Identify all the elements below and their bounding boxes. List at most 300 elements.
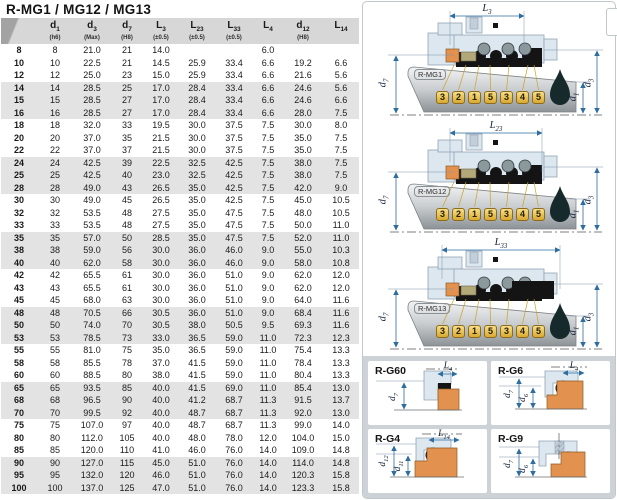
- value-cell: 58: [49, 357, 60, 368]
- value-cell: 59.0: [225, 357, 243, 368]
- value-cell: 26.5: [152, 195, 170, 205]
- value-cell: 11.6: [332, 320, 350, 330]
- value-cell: 56: [121, 245, 132, 255]
- value-cell: 50.5: [225, 320, 243, 330]
- value-cell: 41.5: [188, 370, 206, 380]
- value-cell: 51.0: [225, 282, 243, 293]
- dim-label-d7: $d_7$: [377, 78, 391, 88]
- value-cell: 132.0: [80, 470, 104, 480]
- value-cell: 14.5: [152, 57, 170, 68]
- value-cell: 39: [121, 157, 132, 168]
- callout-2: 2: [452, 91, 465, 104]
- callout-3: 3: [436, 208, 449, 221]
- value-cell: 81.0: [83, 345, 101, 355]
- table-row: [1, 294, 359, 307]
- value-cell: 7.5: [334, 132, 348, 143]
- value-cell: 14.0: [259, 482, 277, 493]
- value-cell: 41.5: [188, 357, 206, 368]
- table-row: [1, 57, 359, 70]
- column-header: $d_3$ (Max): [73, 18, 111, 44]
- value-cell: 48: [121, 207, 132, 218]
- value-cell: 25.0: [83, 70, 101, 80]
- value-cell: 11.0: [259, 357, 277, 368]
- dim-label-d11: $d_{11}$: [393, 460, 405, 472]
- value-cell: 114.0: [292, 457, 314, 468]
- value-cell: 137.0: [80, 482, 104, 493]
- value-cell: 32.5: [188, 170, 206, 180]
- column-header: $L_{23}$ (±0.5): [179, 18, 215, 44]
- value-cell: 100: [47, 482, 63, 493]
- value-cell: 13.7: [332, 395, 350, 405]
- size-cell: 45: [13, 295, 24, 305]
- value-cell: 7.5: [261, 145, 275, 155]
- table-row: [1, 269, 359, 282]
- value-cell: 7.5: [261, 157, 275, 168]
- value-cell: 33: [49, 220, 60, 230]
- value-cell: 85.4: [294, 382, 312, 393]
- value-cell: 11.3: [259, 420, 277, 430]
- value-cell: 9.0: [261, 257, 275, 268]
- callout-row: [436, 325, 545, 338]
- value-cell: 36.0: [188, 270, 206, 280]
- value-cell: 95: [49, 470, 60, 480]
- value-cell: 35: [49, 232, 60, 243]
- value-cell: 7.5: [261, 132, 275, 143]
- value-cell: 127.0: [80, 457, 104, 468]
- value-cell: 37.0: [152, 357, 170, 368]
- size-cell: 58: [13, 357, 24, 368]
- value-cell: 12.3: [332, 332, 350, 343]
- table-row: [1, 157, 359, 170]
- size-cell: 10: [13, 57, 24, 68]
- value-cell: 24.6: [294, 82, 312, 93]
- value-cell: 10.5: [332, 195, 350, 205]
- table-row: [1, 44, 359, 57]
- value-cell: 10.3: [332, 245, 350, 255]
- value-cell: 52.0: [294, 232, 312, 243]
- value-cell: 60: [49, 370, 60, 380]
- callout-4: 4: [516, 208, 529, 221]
- value-cell: 66: [121, 307, 132, 318]
- size-cell: 60: [13, 370, 24, 380]
- value-cell: 15: [49, 95, 60, 105]
- value-cell: 40: [121, 170, 132, 180]
- value-cell: 33.4: [225, 70, 243, 80]
- value-cell: 10.5: [332, 207, 350, 218]
- value-cell: 47.5: [225, 207, 243, 218]
- value-cell: 8: [52, 45, 58, 55]
- value-cell: 75: [49, 420, 60, 430]
- value-cell: 96.5: [83, 395, 101, 405]
- value-cell: 30.0: [152, 282, 170, 293]
- value-cell: 30.0: [294, 120, 312, 130]
- value-cell: 12: [49, 70, 60, 80]
- value-cell: 14.8: [332, 457, 350, 468]
- value-cell: 45.0: [294, 195, 312, 205]
- value-cell: 38.0: [294, 157, 312, 168]
- seat-label: R-G6: [498, 365, 524, 377]
- table-row: [1, 357, 359, 370]
- value-cell: 37.5: [225, 145, 243, 155]
- value-cell: 50.0: [294, 220, 312, 230]
- value-cell: 51.0: [225, 270, 243, 280]
- value-cell: 36.0: [188, 245, 206, 255]
- value-cell: 42.5: [225, 195, 243, 205]
- value-cell: 37.5: [225, 120, 243, 130]
- value-cell: 78.5: [83, 332, 101, 343]
- table-row: [1, 94, 359, 107]
- value-cell: 7.5: [334, 170, 348, 180]
- housing-section: [438, 389, 459, 410]
- value-cell: 12.0: [259, 432, 277, 443]
- value-cell: 43: [121, 182, 132, 193]
- value-cell: 24: [49, 157, 60, 168]
- value-cell: 30: [49, 195, 60, 205]
- column-header: $L_{14}$: [323, 18, 359, 44]
- value-cell: 28: [49, 182, 60, 193]
- table-row: [1, 369, 359, 382]
- dim-label-d7: $d_7$: [388, 393, 400, 401]
- value-cell: 76.0: [225, 482, 243, 493]
- value-cell: 28.4: [188, 107, 206, 118]
- callout-3: 3: [500, 325, 513, 338]
- value-cell: 88.5: [83, 370, 101, 380]
- size-cell: 35: [13, 232, 24, 243]
- value-cell: 53.5: [83, 220, 101, 230]
- value-cell: 11.0: [259, 332, 277, 343]
- value-cell: 49.0: [83, 195, 101, 205]
- value-cell: 27: [121, 95, 132, 105]
- value-cell: 33.4: [225, 95, 243, 105]
- value-cell: 62.0: [83, 257, 101, 268]
- value-cell: 12.0: [332, 270, 350, 280]
- size-cell: 43: [13, 282, 24, 293]
- value-cell: 41.5: [188, 382, 206, 393]
- value-cell: 26.5: [152, 182, 170, 193]
- value-cell: 7.5: [261, 182, 275, 193]
- value-cell: 38.0: [294, 170, 312, 180]
- value-cell: 76.0: [225, 445, 243, 455]
- value-cell: 33.4: [225, 82, 243, 93]
- column-header: $L_4$: [253, 18, 283, 44]
- seat-label: R-G60: [375, 365, 406, 377]
- value-cell: 99.0: [294, 420, 312, 430]
- value-cell: 6.6: [261, 95, 275, 105]
- value-cell: 63: [121, 295, 132, 305]
- value-cell: 48.0: [294, 207, 312, 218]
- value-cell: 70.5: [83, 307, 101, 318]
- value-cell: 25: [121, 82, 132, 93]
- value-cell: 18: [49, 120, 60, 130]
- value-cell: 13.3: [332, 345, 350, 355]
- value-cell: 20: [49, 132, 60, 143]
- value-cell: 28.5: [83, 95, 101, 105]
- value-cell: 15.0: [152, 70, 170, 80]
- value-cell: 78.0: [225, 432, 243, 443]
- value-cell: 35.0: [188, 207, 206, 218]
- callout-2: 2: [452, 208, 465, 221]
- callout-3: 3: [436, 91, 449, 104]
- value-cell: 17.0: [152, 107, 170, 118]
- value-cell: 37: [121, 145, 132, 155]
- value-cell: 41.2: [188, 395, 206, 405]
- size-cell: 40: [13, 257, 24, 268]
- spec-table-header-row: [1, 18, 359, 44]
- diagram-panel: [360, 0, 617, 500]
- table-row: [1, 194, 359, 207]
- seat-drawing-svg: [368, 361, 487, 425]
- value-cell: 120.3: [291, 470, 315, 480]
- value-cell: 42.5: [225, 170, 243, 180]
- table-row: [1, 169, 359, 182]
- value-cell: 50: [121, 232, 132, 243]
- value-cell: [283, 44, 323, 57]
- column-header: $L_{33}$ (±0.5): [215, 18, 253, 44]
- callout-2: 2: [452, 325, 465, 338]
- table-row: [1, 244, 359, 257]
- value-cell: 47.5: [225, 232, 243, 243]
- value-cell: 6.6: [334, 57, 348, 68]
- table-row: [1, 282, 359, 295]
- size-cell: 33: [13, 220, 24, 230]
- value-cell: 21.5: [152, 145, 170, 155]
- value-cell: 36.0: [188, 295, 206, 305]
- value-cell: 21: [121, 57, 132, 68]
- value-cell: 61: [121, 270, 132, 280]
- value-cell: 45: [49, 295, 60, 305]
- value-cell: 40: [49, 257, 60, 268]
- value-cell: 109.0: [291, 445, 315, 455]
- value-cell: 40.0: [152, 432, 170, 443]
- table-row: [1, 344, 359, 357]
- size-cell: 22: [13, 145, 24, 155]
- value-cell: [323, 44, 359, 57]
- value-cell: 35.0: [188, 182, 206, 193]
- value-cell: 72.3: [294, 332, 312, 343]
- value-cell: 68.7: [225, 395, 243, 405]
- callout-3: 3: [500, 91, 513, 104]
- value-cell: 37.0: [83, 145, 101, 155]
- dim-label-d7: $d_7$: [503, 390, 515, 398]
- value-cell: 30.0: [188, 132, 206, 143]
- value-cell: 7.5: [334, 157, 348, 168]
- callout-1: 1: [468, 325, 481, 338]
- value-cell: 93.5: [83, 382, 101, 393]
- value-cell: 80: [121, 370, 132, 380]
- dim-label-d7: $d_7$: [377, 312, 391, 322]
- callout-row: [436, 208, 545, 221]
- value-cell: 57.0: [83, 232, 101, 243]
- spec-table-body: [1, 44, 359, 494]
- value-cell: 41.0: [152, 445, 170, 455]
- value-cell: 97: [121, 420, 132, 430]
- seat-detail-grid: [363, 356, 615, 498]
- value-cell: 120.0: [80, 445, 104, 455]
- table-row: [1, 144, 359, 157]
- value-cell: 30.5: [152, 307, 170, 318]
- model-label: R-MG13: [414, 303, 450, 314]
- value-cell: 68.7: [225, 420, 243, 430]
- value-cell: 48.7: [188, 420, 206, 430]
- value-cell: 55: [49, 345, 60, 355]
- value-cell: 30.0: [188, 120, 206, 130]
- dim-label-L4: $L_4$: [443, 361, 453, 373]
- value-cell: 11.0: [259, 370, 277, 380]
- value-cell: 36.5: [188, 345, 206, 355]
- value-cell: 9.0: [334, 182, 348, 193]
- value-cell: 105: [119, 432, 135, 443]
- table-row: [1, 432, 359, 445]
- value-cell: 16: [49, 107, 60, 118]
- value-cell: 69.0: [225, 382, 243, 393]
- size-cell: 65: [13, 382, 24, 393]
- value-cell: 9.0: [261, 245, 275, 255]
- value-cell: 28.5: [83, 107, 101, 118]
- value-cell: 85: [121, 382, 132, 393]
- value-cell: 23.0: [152, 170, 170, 180]
- size-cell: 80: [13, 432, 24, 443]
- column-header: $d_7$ (H8): [111, 18, 143, 44]
- table-row: [1, 132, 359, 145]
- callout-4: 4: [516, 91, 529, 104]
- table-row: [1, 182, 359, 195]
- table-row: [1, 107, 359, 120]
- table-row: [1, 482, 359, 495]
- value-cell: 10: [49, 57, 60, 68]
- value-cell: 23: [121, 70, 132, 80]
- value-cell: 9.0: [261, 295, 275, 305]
- value-cell: 37.0: [83, 132, 101, 143]
- value-cell: 7.5: [261, 195, 275, 205]
- value-cell: 120: [119, 470, 135, 480]
- value-cell: 28.4: [188, 82, 206, 93]
- value-cell: 6.6: [334, 95, 348, 105]
- value-cell: 48.7: [188, 407, 206, 418]
- value-cell: 40.0: [152, 382, 170, 393]
- size-cell: 50: [13, 320, 24, 330]
- seat-label: R-G9: [498, 433, 524, 445]
- value-cell: 14.0: [259, 445, 277, 455]
- seat-card-rg4: [368, 429, 487, 493]
- value-cell: 75.4: [294, 345, 312, 355]
- seat-card-rg9: [491, 429, 610, 493]
- value-cell: 27.5: [152, 207, 170, 218]
- value-cell: 21.0: [83, 45, 101, 55]
- size-cell: 70: [13, 407, 24, 418]
- value-cell: 11.0: [259, 382, 277, 393]
- value-cell: 25: [49, 170, 60, 180]
- value-cell: 7.5: [261, 170, 275, 180]
- size-cell: 38: [13, 245, 24, 255]
- value-cell: 42.0: [294, 182, 312, 193]
- value-cell: 11.6: [332, 295, 350, 305]
- value-cell: 21.5: [152, 132, 170, 143]
- value-cell: 78: [121, 357, 132, 368]
- size-cell: 75: [13, 420, 24, 430]
- value-cell: 68: [49, 395, 60, 405]
- callout-3: 3: [436, 325, 449, 338]
- dim-label-L14: $L_{14}$: [438, 429, 450, 441]
- value-cell: 33.0: [152, 332, 170, 343]
- value-cell: 35.0: [152, 345, 170, 355]
- table-row: [1, 307, 359, 320]
- size-cell: 15: [13, 95, 24, 105]
- value-cell: 90: [49, 457, 60, 468]
- value-cell: 35: [121, 132, 132, 143]
- spec-table: [1, 18, 359, 494]
- value-cell: [215, 44, 253, 57]
- dim-label-d7: $d_7$: [503, 460, 515, 468]
- value-cell: 51.0: [188, 457, 206, 468]
- value-cell: 92.0: [294, 407, 312, 418]
- value-cell: 9.0: [261, 282, 275, 293]
- value-cell: 107.0: [80, 420, 104, 430]
- value-cell: 68.7: [225, 407, 243, 418]
- value-cell: 22: [49, 145, 60, 155]
- value-cell: 33: [121, 120, 132, 130]
- value-cell: 90: [121, 395, 132, 405]
- value-cell: 35.0: [188, 220, 206, 230]
- size-cell: 48: [13, 307, 24, 318]
- value-cell: 40.0: [152, 395, 170, 405]
- size-cell: 12: [13, 70, 24, 80]
- size-cell: 28: [13, 182, 24, 193]
- table-row: [1, 382, 359, 395]
- value-cell: 38: [49, 245, 60, 255]
- table-row: [1, 82, 359, 95]
- value-cell: 59.0: [225, 370, 243, 380]
- size-cell: 16: [13, 107, 24, 118]
- value-cell: 40.0: [152, 407, 170, 418]
- value-cell: 5.6: [334, 82, 348, 93]
- table-row: [1, 207, 359, 220]
- value-cell: 15.8: [332, 482, 350, 493]
- column-header: $d_1$ (h6): [37, 18, 73, 44]
- callout-5: 5: [532, 208, 545, 221]
- value-cell: 6.6: [261, 82, 275, 93]
- value-cell: 35.0: [294, 132, 312, 143]
- housing-section: [551, 452, 585, 477]
- value-cell: 38.0: [188, 320, 206, 330]
- callout-5: 5: [532, 325, 545, 338]
- callout-3: 3: [500, 208, 513, 221]
- value-cell: 51.0: [188, 470, 206, 480]
- value-cell: 33.4: [225, 57, 243, 68]
- callout-1: 1: [468, 208, 481, 221]
- value-cell: 68.4: [294, 307, 312, 318]
- size-cell: 100: [11, 482, 27, 493]
- value-cell: 28.5: [83, 82, 101, 93]
- value-cell: 36.0: [188, 282, 206, 293]
- dim-label-d6: $d_6$: [518, 394, 530, 402]
- value-cell: 69.3: [294, 320, 312, 330]
- value-cell: 9.0: [261, 307, 275, 318]
- value-cell: 65.5: [83, 270, 101, 280]
- value-cell: 76.0: [225, 470, 243, 480]
- value-cell: 21: [121, 45, 132, 55]
- value-cell: 28.4: [188, 95, 206, 105]
- callout-5: 5: [532, 91, 545, 104]
- table-row: [1, 257, 359, 270]
- size-cell: 90: [13, 457, 24, 468]
- callout-5: 5: [484, 325, 497, 338]
- value-cell: 30.0: [152, 270, 170, 280]
- value-cell: 46.0: [225, 257, 243, 268]
- dim-label-d6: $d_6$: [518, 465, 530, 473]
- value-cell: 6.6: [261, 70, 275, 80]
- table-row: [1, 232, 359, 245]
- value-cell: 112.0: [81, 432, 103, 443]
